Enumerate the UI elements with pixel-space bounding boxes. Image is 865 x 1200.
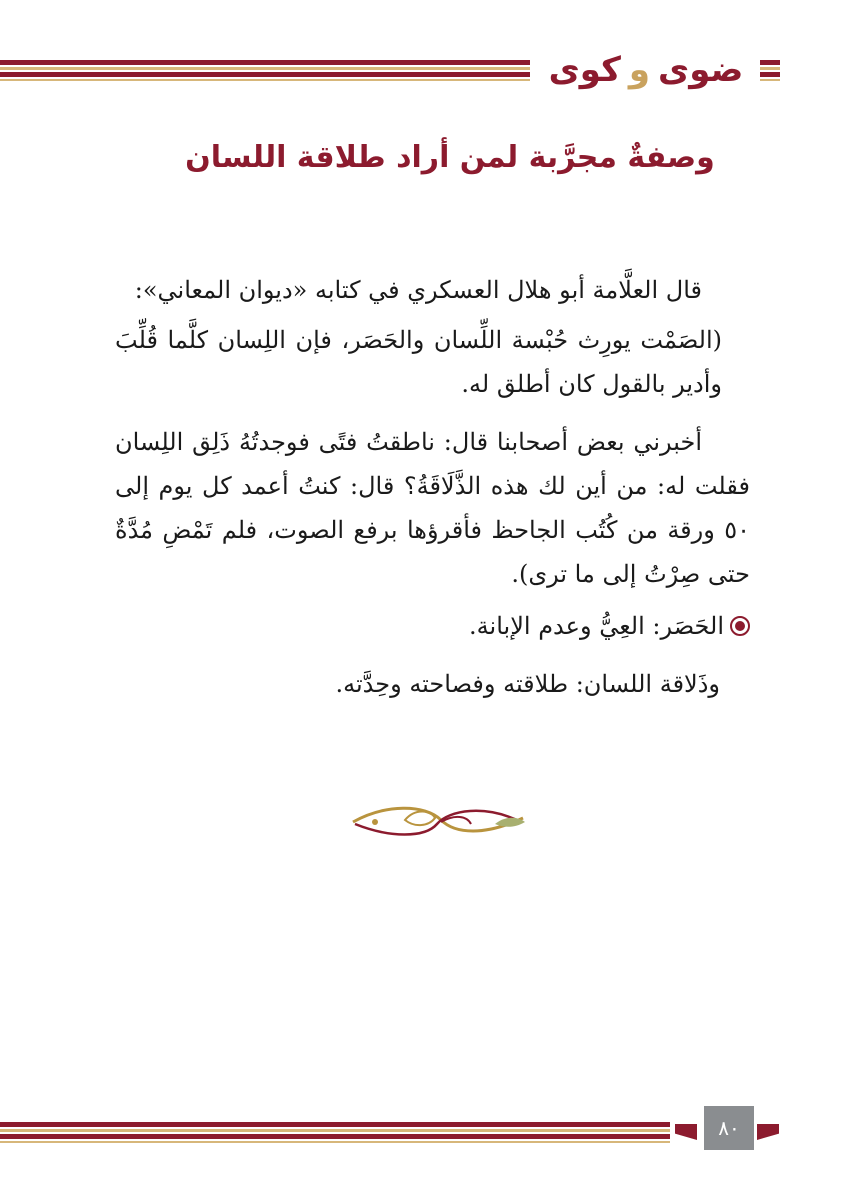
footer-wedge-right	[757, 1124, 779, 1140]
bullet-circle-icon	[730, 616, 750, 636]
footer-decorative-band	[0, 1122, 670, 1144]
glossary-note-text: وذَلاقة اللسان: طلاقته وفصاحته وحِدَّته.	[335, 670, 720, 698]
glossary-note	[115, 604, 750, 648]
header-decorative-band-end	[760, 60, 780, 82]
glossary-note-text: الحَصَر: العِيُّ وعدم الإبانة.	[469, 612, 724, 640]
logo-word-1: ضوى	[658, 50, 744, 90]
header-decorative-band	[0, 60, 530, 82]
page-number: ٨٠	[704, 1106, 754, 1150]
floral-divider-icon	[345, 798, 530, 844]
logo-conjunction: و	[628, 50, 651, 90]
logo-word-2: كوى	[548, 50, 621, 90]
glossary-note	[115, 662, 750, 706]
paragraph-intro: قال العلَّامة أبو هلال العسكري في كتابه «ديوان المعاني»:	[134, 276, 702, 304]
paragraph-story: أخبرني بعض أصحابنا قال: ناطقتُ فتًى فوجدتُهُ ذَلِق اللِسان فقلت له: من أين لك هذه الذَّلَاقَةُ؟ قال: كنتُ أعمد كل يوم إلى ٥٠ ورقة من كُتُب الجاحظ فأقرؤها برفع الصوت، فلم تَمْضِ مُدَّةٌ حتى صِرْتُ إلى ما ترى).	[115, 428, 750, 588]
paragraph-quote: (الصَمْت يورِث حُبْسة اللِّسان والحَصَر، فإن اللِسان كلَّما قُلِّبَ وأدير بالقول كان أطلق له.	[115, 326, 722, 398]
page-title: وصفةٌ مجرَّبة لمن أراد طلاقة اللسان	[185, 140, 715, 175]
article-body	[115, 268, 750, 706]
book-logo	[535, 46, 757, 94]
footer-wedge-left	[675, 1124, 697, 1140]
glossary-notes	[115, 604, 750, 706]
